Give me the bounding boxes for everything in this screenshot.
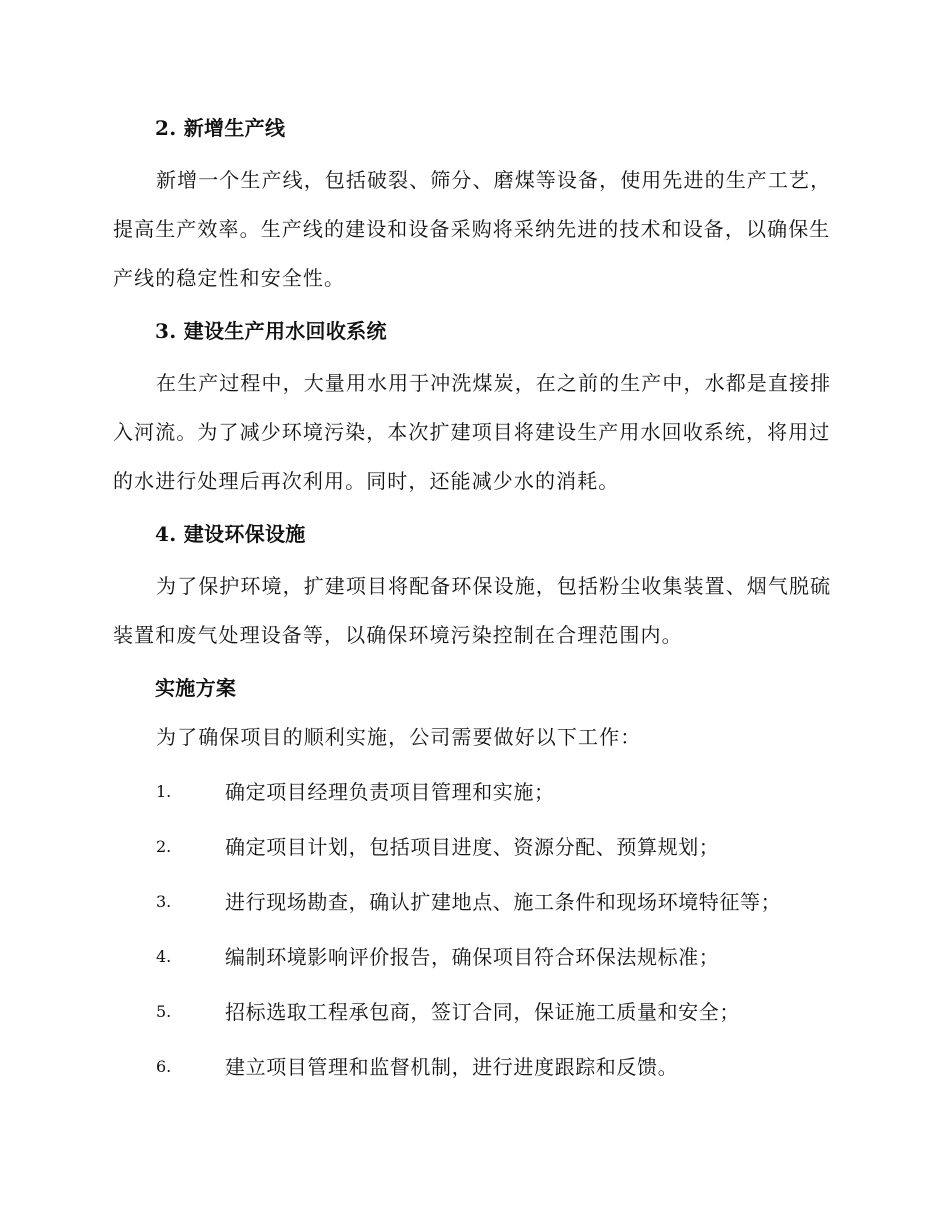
list-item: [113, 942, 833, 997]
list-item-number: 1.: [156, 782, 172, 801]
section-paragraph-environmental-facilities: 为了保护环境，扩建项目将配备环保设施，包括粉尘收集装置、烟气脱硫装置和废气处理设备等，以确保环境污染控制在合理范围内。: [113, 574, 832, 647]
list-item-number: 2.: [156, 837, 172, 856]
plan-intro-paragraph: 为了确保项目的顺利实施，公司需要做好以下工作：: [156, 725, 642, 749]
section-paragraph-new-production-line: 新增一个生产线，包括破裂、筛分、磨煤等设备，使用先进的生产工艺，提高生产效率。生产线的建设和设备采购将采纳先进的技术和设备，以确保生产线的稳定性和安全性。: [113, 168, 832, 290]
list-item-number: 5.: [156, 1002, 172, 1021]
section-heading-environmental-facilities: 4. 建设环保设施: [155, 522, 306, 546]
list-item: [113, 887, 833, 942]
plan-step-list: [113, 777, 833, 1107]
list-item-text: 确定项目计划，包括项目进度、资源分配、预算规划；: [225, 835, 720, 859]
section-heading-implementation-plan: 实施方案: [155, 676, 237, 700]
section-heading-water-recycling: 3. 建设生产用水回收系统: [155, 319, 387, 343]
list-item-number: 3.: [156, 892, 172, 911]
list-item-text: 进行现场勘查，确认扩建地点、施工条件和现场环境特征等；: [225, 890, 782, 914]
list-item: [113, 777, 833, 832]
document-body: [113, 108, 833, 1107]
list-item-text: 编制环境影响评价报告，确保项目符合环保法规标准；: [225, 945, 720, 969]
list-item-text: 确定项目经理负责项目管理和实施；: [225, 780, 555, 804]
list-item-number: 4.: [156, 947, 172, 966]
section-heading-new-production-line: 2. 新增生产线: [155, 116, 286, 140]
list-item-text: 建立项目管理和监督机制，进行进度跟踪和反馈。: [225, 1055, 679, 1079]
list-item: [113, 997, 833, 1052]
list-item-text: 招标选取工程承包商，签订合同，保证施工质量和安全；: [225, 1000, 740, 1024]
list-item: [113, 832, 833, 887]
section-paragraph-water-recycling: 在生产过程中，大量用水用于冲洗煤炭，在之前的生产中，水都是直接排入河流。为了减少环境污染，本次扩建项目将建设生产用水回收系统，将用过的水进行处理后再次利用。同时，还能减少水的消耗。: [113, 371, 832, 493]
list-item-number: 6.: [156, 1057, 172, 1076]
list-item: [113, 1052, 833, 1107]
